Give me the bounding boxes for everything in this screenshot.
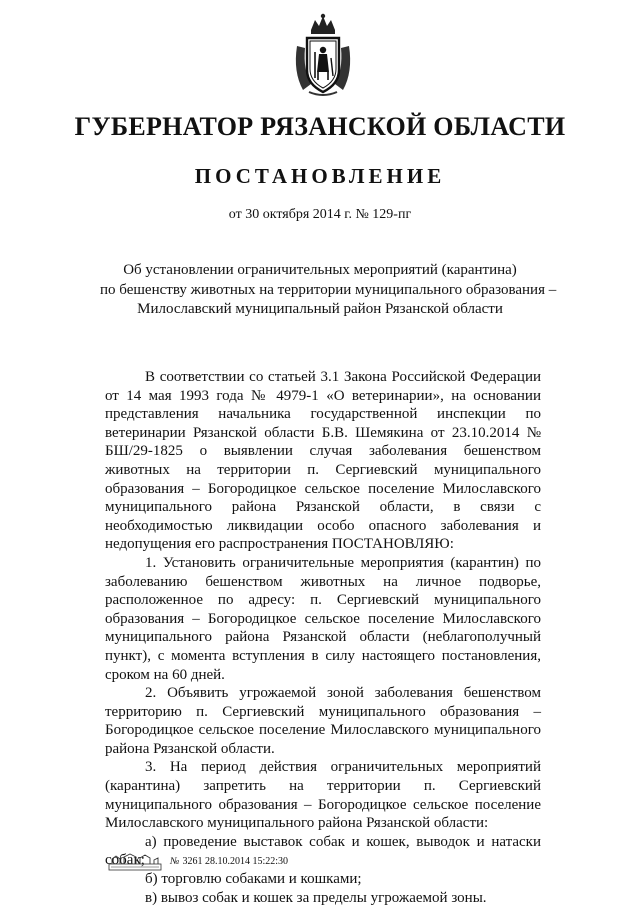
registration-footer [108,852,408,872]
clause-1: 1. Установить ограничительные мероприятия (карантин) по заболеванию бешенством животных на личное подворье, расположенное по адресу: п. Сергиевский муниципального образования – Богородицкое сельское поселение Милославского муниципального района Рязанской области (неблагополучный пункт), с момента вступления в силу настоящего постановления, сроком на 60 дней. [105,554,541,683]
clause-3-subitem-b: б) торговлю собаками и кошками; [145,871,362,888]
subject-line: Милославский муниципальный район Рязанской области [137,301,503,317]
clause-3: 3. На период действия ограничительных мероприятий (карантина) запретить на территории п. Сергиевский муниципального образования – Богородицкое сельское поселение Милославского муниципального района Рязанской области: [105,759,541,832]
preamble-paragraph: В соответствии со статьей 3.1 Закона Российской Федерации от 14 мая 1993 года № 4979-1 «О ветеринарии», на основании представления начальника государственной инспекции по ветеринарии Рязанской области Б.В. Шемякина от 23.10.2014 № БШ/29-1825 о выявлении случая заболевания бешенством животных на территории п. Сергиевский муниципального образования – Богородицкое сельское поселение Милославского муниципального района Рязанской области, в связи с необходимостью ликвидации особо опасного заболевания и недопущения его распространения ПОСТАНОВЛЯЮ: [105,369,541,553]
registry-stamp-icon [108,852,162,872]
document-type-title: ПОСТАНОВЛЕНИЕ [194,164,446,188]
issuer-title: ГУБЕРНАТОР РЯЗАНСКОЙ ОБЛАСТИ [74,112,566,141]
date-and-number: от 30 октября 2014 г. № 129-пг [228,207,412,222]
subject-line: Об установлении ограничительных мероприятий (карантина) [123,262,517,278]
clause-2: 2. Объявить угрожаемой зоной заболевания бешенством территорию п. Сергиевский муниципального образования – Богородицкое сельское поселение Милославского муниципального района Рязанской области. [105,685,541,757]
subject-line: по бешенству животных на территории муниципального образования – [100,281,557,298]
registration-number: 3261 28.10.2014 15:22:30 [182,856,288,867]
clause-3-subitem-c: в) вывоз собак и кошек за пределы угрожаемой зоны. [145,889,487,906]
coat-of-arms-icon [289,12,357,98]
clause-3-subitem-a: а) проведение выставок собак и кошек, выводок и натаски собак; [105,833,541,869]
document-body [105,368,541,907]
registration-stamp-text: № 3261 28.10.2014 15:22:30 [170,856,288,867]
document-subject [100,261,557,320]
